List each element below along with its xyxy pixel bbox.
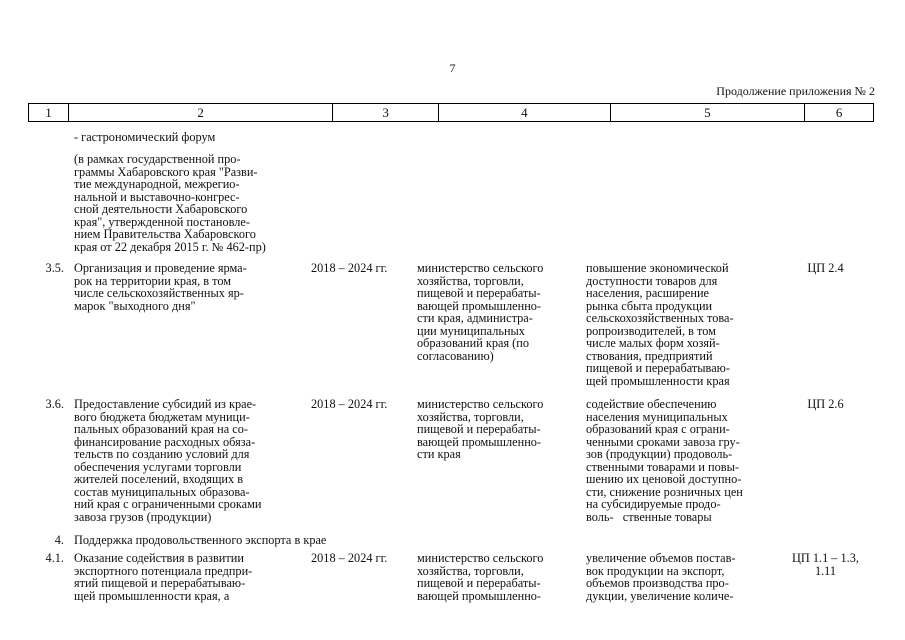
table-header-row [28, 103, 874, 122]
continuation-label: Продолжение приложения № 2 [716, 84, 875, 98]
row-number: 4.1. [45, 551, 64, 565]
section-title: Поддержка продовольственного экспорта в крае [74, 533, 327, 547]
row-indicator: ЦП 1.1 – 1.3, 1.11 [792, 551, 859, 578]
forum-item: - гастрономический форум [74, 130, 216, 144]
header-col-4: 4 [439, 104, 611, 121]
row-period: 2018 – 2024 гг. [311, 551, 388, 565]
program-note: (в рамках государственной про- граммы Хабаровского края "Разви- тие международной, межрегио- нальной и выставочно-конгрес- сной деятельности Хабаровского края", утвержденной постановле- нием Правительства Хабаровского края от 22 декабря 2015 г. № 462-пр) [74, 152, 266, 254]
row-executor: министерство сельского хозяйства, торговли, пищевой и перерабаты- вающей промышленно- сти края [417, 397, 544, 461]
row-result: повышение экономической доступности товаров для населения, расширение рынка сбыта продукции сельскохозяйственных това- ропроизводителей, в том числе малых форм хозяй- ствования, предприятий пищевой и перерабатываю- щей промышленности края [586, 261, 734, 388]
row-indicator: ЦП 2.6 [807, 397, 844, 411]
row-description: Организация и проведение ярма- рок на территории края, в том числе сельскохозяйственных яр- марок "выходного дня" [74, 261, 247, 313]
row-executor: министерство сельского хозяйства, торговли, пищевой и перерабаты- вающей промышленно- сти края, администра- ции муниципальных образований края (по согласованию) [417, 261, 544, 363]
row-period: 2018 – 2024 гг. [311, 261, 388, 275]
row-result: увеличение объемов постав- вок продукции на экспорт, объемов производства про- дукции, увеличение количе- [586, 551, 736, 603]
row-number: 3.6. [45, 397, 64, 411]
row-number: 3.5. [45, 261, 64, 275]
row-indicator: ЦП 2.4 [807, 261, 844, 275]
row-executor: министерство сельского хозяйства, торговли, пищевой и перерабаты- вающей промышленно- [417, 551, 544, 603]
row-result: содействие обеспечению населения муниципальных образований края с ограни- ченными сроками завоза гру- зов (продукции) продоволь- ственными товарами и повы- шению их ценовой доступно- сти, снижение розничных цен на субсидируемые продо- воль- ственные товары [586, 397, 743, 524]
section-number: 4. [54, 533, 64, 547]
header-col-3: 3 [333, 104, 439, 121]
header-col-6: 6 [835, 105, 843, 120]
header-col-1: 1 [29, 104, 69, 121]
row-description: Оказание содействия в развитии экспортного потенциала предпри- ятий пищевой и перерабатываю- щей промышленности края, а [74, 551, 253, 603]
row-period: 2018 – 2024 гг. [311, 397, 388, 411]
header-col-5: 5 [611, 104, 806, 121]
row-description: Предоставление субсидий из крае- вого бюджета бюджетам муници- пальных образований края на со- финансирование расходных обяза- тельств по созданию условий для обеспечения услугами торговли жителей поселений, входящих в состав муниципальных образова- ний края с ограниченными сроками завоза грузов (продукции) [74, 397, 262, 524]
page-number: 7 [449, 61, 456, 75]
header-col-2: 2 [69, 104, 333, 121]
